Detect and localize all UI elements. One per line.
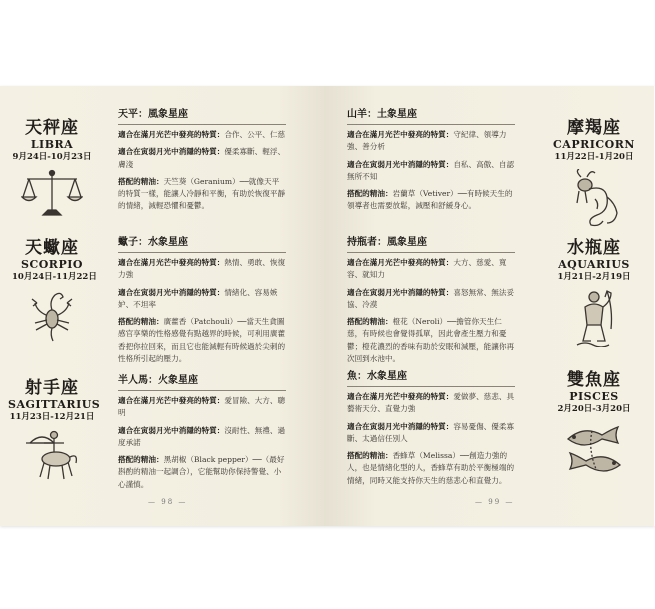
- entry-sagittarius: [118, 374, 286, 496]
- release-text: 喜怒無常、無法妥協、冷漠: [347, 287, 515, 309]
- entry-title: 持瓶者：風象星座: [347, 236, 515, 253]
- essential-oil: [118, 316, 286, 365]
- right-page: [327, 86, 654, 526]
- entry-title: 半人馬：火象星座: [118, 374, 286, 391]
- oil-label: 搭配的精油：: [347, 189, 393, 199]
- oil-text: 橙花（Neroli）──擔管你天生仁慈，有時候也會覺得孤單，因此會產生壓力和憂鬱；橙花濃烈的香味有助於安眠和減壓，能讓你再次回到水池中。: [347, 317, 515, 364]
- bright-text: 合作、公平、仁慈: [224, 130, 286, 139]
- bright-text: 大方、慈愛、寬容、就知力: [347, 258, 507, 280]
- entry-capricorn: [347, 108, 515, 218]
- bright-label: 適合在滿月光芒中發亮的特質：: [347, 258, 454, 267]
- oil-text: 黑胡椒（Black pepper）──（最好斟酌的精油一起調合），它能幫助你保持警覺、小心謹慎。: [118, 455, 285, 489]
- release-text: 自私、高傲、自認無所不知: [347, 159, 515, 181]
- sign-sagittarius: [8, 378, 101, 483]
- bright-text: 愛做夢、慈悲、具藝術天分、直覺力強: [347, 392, 515, 414]
- page-number-value: 98: [161, 498, 175, 506]
- sign-dates: 9月24日-10月23日: [12, 152, 92, 162]
- sign-title-cn: 摩羯座: [567, 118, 621, 138]
- oil-text: 廣藿香（Patchouli）──當天生貪圖感官享樂的性格感覺有點越界的時候，可利用廣藿香把你拉回來，而且它也能減輕有時候過於尖刺的性格所引起的壓力。: [118, 317, 286, 364]
- oil-label: 搭配的精油：: [118, 176, 164, 186]
- left-page: [0, 86, 327, 526]
- release-traits: [347, 159, 515, 184]
- entry-title: 魚：水象星座: [347, 370, 515, 387]
- book-spread: [0, 86, 655, 526]
- essential-oil: [118, 454, 286, 491]
- bright-text: 守紀律、領導力強、善分析: [347, 130, 507, 152]
- entry-scorpio: [118, 236, 286, 370]
- essential-oil: [118, 176, 286, 213]
- bright-text: 熱情、勇敢、恢復力強: [118, 258, 286, 280]
- sign-title-en: PISCES: [569, 390, 619, 403]
- release-label: 適合在寅弱月光中消隱的特質：: [118, 425, 225, 435]
- sign-title-en: CAPRICORN: [553, 138, 635, 151]
- essential-oil: [347, 316, 515, 365]
- sign-title-en: AQUARIUS: [558, 258, 630, 271]
- bright-traits: [118, 257, 286, 282]
- sign-dates: 11月22日-1月20日: [554, 152, 634, 162]
- bright-label: 適合在滿月光芒中發亮的特質：: [118, 258, 225, 267]
- release-traits: [347, 287, 515, 312]
- bright-traits: [347, 391, 515, 416]
- sign-title-en: SAGITTARIUS: [8, 398, 101, 411]
- entry-aquarius: [347, 236, 515, 370]
- sign-aquarius: [549, 238, 639, 347]
- release-text: 容易憂傷、優柔寡斷、太過信任別人: [347, 421, 515, 443]
- essential-oil: [347, 188, 515, 213]
- sign-pisces: [549, 370, 639, 483]
- bright-traits: [347, 257, 515, 282]
- bright-traits: [118, 129, 286, 141]
- essential-oil: [347, 450, 515, 487]
- release-label: 適合在寅弱月光中消隱的特質：: [347, 287, 454, 297]
- sign-scorpio: [12, 238, 97, 345]
- bright-label: 適合在滿月光芒中發亮的特質：: [118, 396, 225, 405]
- sign-title-cn: 水瓶座: [567, 238, 621, 258]
- oil-label: 搭配的精油：: [347, 451, 393, 461]
- sign-title-cn: 天蠍座: [25, 238, 79, 258]
- release-label: 適合在寅弱月光中消隱的特質：: [118, 287, 225, 297]
- bright-label: 適合在滿月光芒中發亮的特質：: [347, 392, 454, 401]
- water-bearer-icon: [567, 289, 621, 347]
- sign-dates: 2月20日-3月20日: [557, 404, 631, 414]
- bright-traits: [347, 129, 515, 154]
- bright-text: 愛冒險、大方、聰明: [118, 396, 286, 418]
- sign-title-cn: 雙魚座: [567, 370, 621, 390]
- sign-dates: 10月24日-11月22日: [12, 272, 97, 282]
- release-label: 適合在寅弱月光中消隱的特質：: [347, 159, 454, 169]
- oil-text: 香蜂草（Melissa）──創造力強的人，也是情緒化型的人，香蜂草有助於平衡極端的情緒，同時又能支持你天生的慈悲心和直覺力。: [347, 451, 515, 485]
- release-text: 沒耐性、無禮、過度承諾: [118, 425, 286, 447]
- entry-libra: [118, 108, 286, 218]
- two-fish-icon: [562, 421, 626, 483]
- oil-label: 搭配的精油：: [347, 317, 393, 327]
- oil-text: 岩蘭草（Vetiver）──有時候天生的領導者也需要放鬆，減壓和舒緩身心。: [347, 189, 513, 211]
- release-traits: [118, 425, 286, 450]
- sign-dates: 1月21日-2月19日: [557, 272, 631, 282]
- bright-label: 適合在滿月光芒中發亮的特質：: [347, 130, 454, 139]
- scales-icon: [21, 169, 83, 217]
- sign-title-en: SCORPIO: [21, 258, 83, 271]
- page-number: — 99 —: [475, 498, 515, 506]
- oil-label: 搭配的精油：: [118, 317, 164, 327]
- release-traits: [118, 146, 286, 171]
- oil-text: 天竺葵（Geranium）──就像天平的特質一樣，能讓人冷靜和平衡，有助於恢復平靜的情緒，減輕恐懼和憂鬱。: [118, 176, 286, 211]
- sea-goat-icon: [565, 169, 623, 229]
- sign-title-en: LIBRA: [30, 138, 74, 151]
- sign-libra: [12, 118, 92, 217]
- oil-label: 搭配的精油：: [118, 455, 164, 465]
- release-label: 適合在寅弱月光中消隱的特質：: [118, 147, 225, 157]
- release-text: 情緒化、容易嫉妒、不坦率: [118, 287, 278, 309]
- release-traits: [347, 421, 515, 446]
- entry-title: 山羊：土象星座: [347, 108, 515, 125]
- sign-dates: 11月23日-12月21日: [9, 412, 95, 422]
- page-number-value: 99: [488, 498, 502, 506]
- release-label: 適合在寅弱月光中消隱的特質：: [347, 421, 454, 431]
- entry-pisces: [347, 370, 515, 492]
- release-text: 優柔寡斷、輕浮、膚淺: [118, 147, 286, 169]
- bright-traits: [118, 395, 286, 420]
- bright-label: 適合在滿月光芒中發亮的特質：: [118, 130, 225, 139]
- entry-title: 蠍子：水象星座: [118, 236, 286, 253]
- entry-title: 天平：風象星座: [118, 108, 286, 125]
- sign-title-cn: 射手座: [25, 378, 79, 398]
- sign-title-cn: 天秤座: [25, 118, 79, 138]
- release-traits: [118, 287, 286, 312]
- scorpion-icon: [27, 289, 77, 345]
- centaur-archer-icon: [24, 429, 80, 483]
- sign-capricorn: [549, 118, 639, 229]
- page-number: — 98 —: [148, 498, 188, 506]
